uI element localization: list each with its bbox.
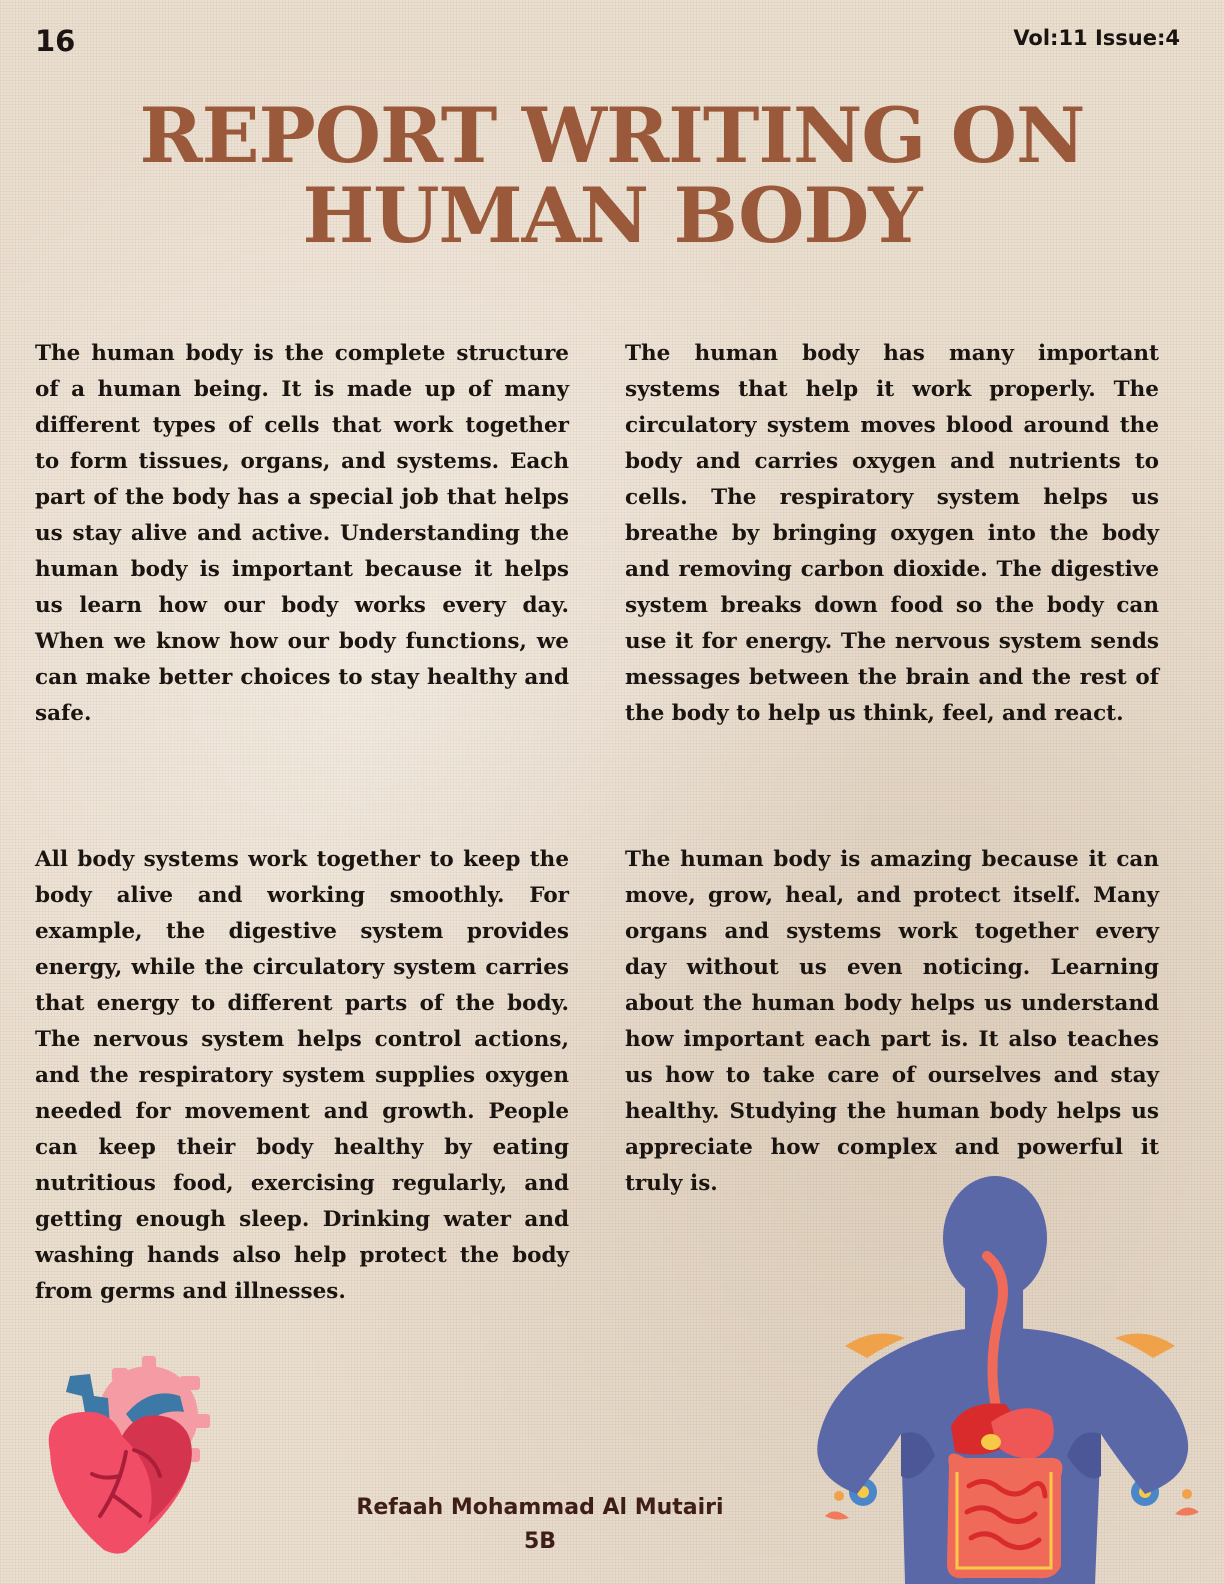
- paragraph-working-together: All body systems work together to keep the body alive and working smoothly. For example, the digestive system provides energy, while the circulatory system carries that energy to different parts of the body. The nervous system helps control actions, and the respiratory system supplies oxygen needed for movement and growth. People can keep their body healthy by eating nutritious food, exercising regularly, and getting enough sleep. Drinking water and washing hands also help protect the body from germs and illnesses.: [35, 847, 569, 1304]
- digestive-system-illustration: [815, 1176, 1210, 1584]
- page-title-line-1: REPORT WRITING ON: [139, 91, 1085, 180]
- heart-illustration: [30, 1356, 210, 1556]
- paragraph-systems: The human body has many important systems that help it work properly. The circulatory system moves blood around the body and carries oxygen and nutrients to cells. The respiratory system helps us breathe by bringing oxygen into the body and removing carbon dioxide. The digestive system breaks down food so the body can use it for energy. The nervous system sends messages between the brain and the rest of the body to help us think, feel, and react.: [625, 341, 1159, 726]
- issue-label: Vol:11 Issue:4: [1013, 26, 1180, 50]
- page-title: [0, 91, 1224, 260]
- page-title-line-2: HUMAN BODY: [302, 171, 922, 260]
- paragraph-conclusion: The human body is amazing because it can move, grow, heal, and protect itself. Many organs and systems work together every day without us even noticing. Learning about the human body helps us understand how important each part is. It also teaches us how to take care of ourselves and stay healthy. Studying the human body helps us appreciate how complex and powerful it truly is.: [625, 847, 1159, 1196]
- author-class: 5B: [523, 1529, 557, 1554]
- paragraph-intro: The human body is the complete structure of a human being. It is made up of many different types of cells that work together to form tissues, organs, and systems. Each part of the body has a special job that helps us stay alive and active. Understanding the human body is important because it helps us learn how our body works every day. When we know how our body functions, we can make better choices to stay healthy and safe.: [35, 341, 569, 726]
- author-name: Refaah Mohammad Al Mutairi: [356, 1495, 724, 1520]
- page-number: 16: [35, 24, 76, 58]
